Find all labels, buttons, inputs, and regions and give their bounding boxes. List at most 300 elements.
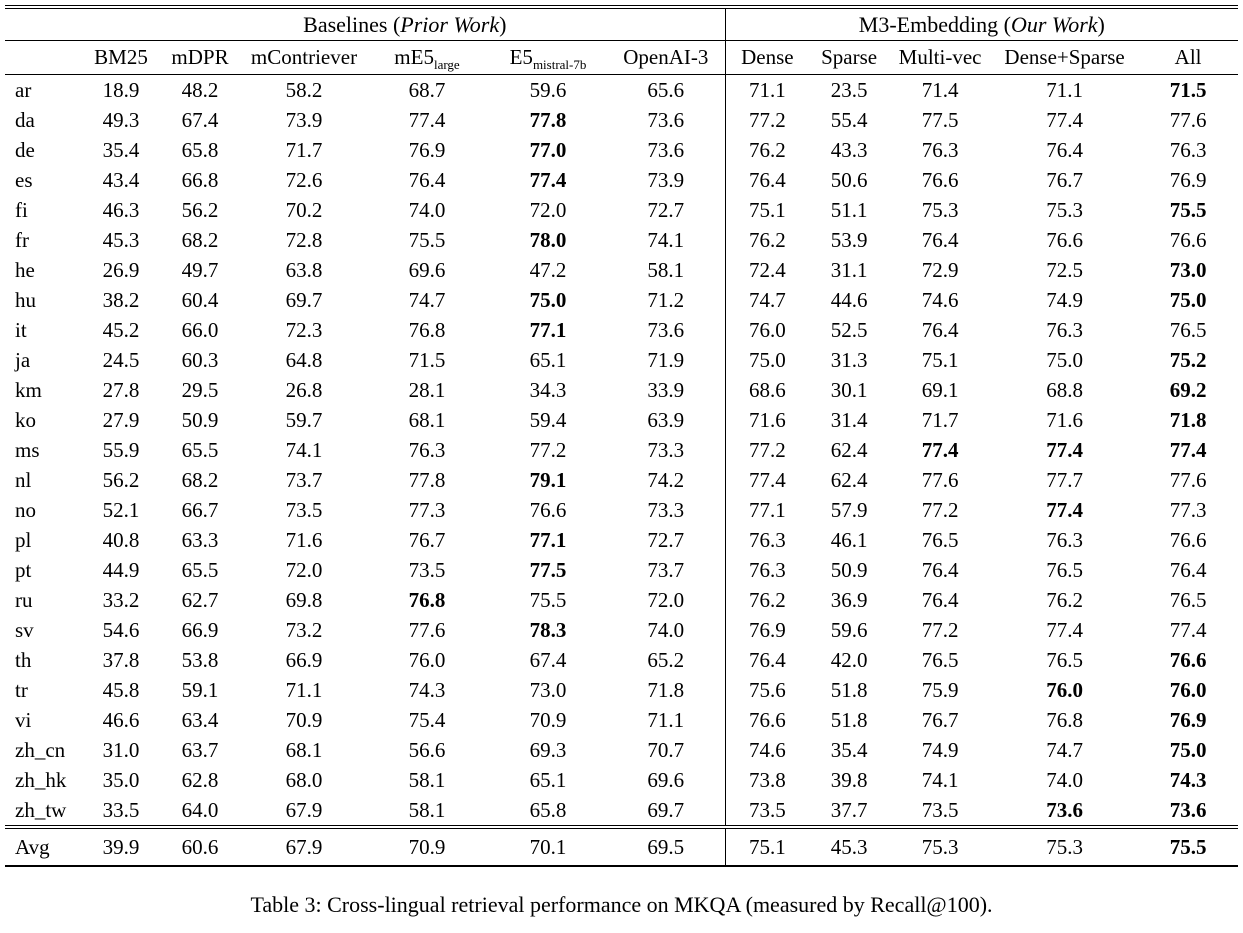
metric-cell: 72.6 (285, 167, 323, 192)
metric-cell: 73.9 (607, 165, 725, 195)
metric-cell: 69.1 (921, 377, 959, 402)
metric-cell: 59.7 (285, 407, 323, 432)
metric-cell: 76.7 (408, 527, 446, 552)
metric-cell: 74.1 (285, 437, 323, 462)
metric-cell: 71.8 (1169, 407, 1207, 432)
group-header-m3-prefix: M3-Embedding ( (858, 11, 1011, 37)
metric-cell: 74.0 (607, 615, 725, 645)
metric-cell: 73.6 (1046, 797, 1083, 822)
metric-cell: 76.4 (408, 167, 446, 192)
metric-cell: 43.4 (102, 167, 140, 192)
table-row-tr (5, 675, 1238, 705)
group-header-baselines-suffix: ) (499, 11, 507, 37)
metric-cell: 74.6 (921, 287, 959, 312)
metric-cell: 76.4 (1169, 557, 1207, 582)
metric-cell: 51.8 (830, 707, 868, 732)
metric-cell: 69.6 (607, 765, 725, 795)
group-header-baselines-italic: Prior Work (400, 11, 500, 37)
metric-cell: 70.9 (529, 707, 567, 732)
metric-cell: 62.7 (181, 587, 219, 612)
metric-cell: 46.1 (830, 527, 868, 552)
metric-cell: 74.9 (921, 737, 959, 762)
metric-cell: 31.1 (830, 257, 868, 282)
language-label: nl (15, 467, 32, 492)
metric-cell: 75.0 (1046, 347, 1083, 372)
metric-cell: 77.2 (748, 437, 786, 462)
metric-cell: 73.8 (748, 767, 786, 792)
metric-cell: 27.8 (102, 377, 140, 402)
metric-cell: 18.9 (102, 77, 140, 102)
metric-cell: 72.0 (529, 197, 567, 222)
metric-cell: 71.9 (607, 345, 725, 375)
metric-cell: 44.9 (102, 557, 140, 582)
metric-cell: 46.6 (102, 707, 140, 732)
metric-cell: 40.8 (102, 527, 140, 552)
metric-cell: 77.2 (921, 617, 959, 642)
metric-cell: 73.3 (607, 495, 725, 525)
metric-cell: 74.7 (1046, 737, 1083, 762)
metric-cell: 62.4 (830, 467, 868, 492)
metric-cell: 63.9 (607, 405, 725, 435)
metric-cell: 69.8 (285, 587, 323, 612)
metric-cell: 53.8 (181, 647, 219, 672)
metric-cell: 71.6 (1046, 407, 1083, 432)
metric-cell: 76.6 (1169, 527, 1207, 552)
metric-cell: 73.5 (285, 497, 323, 522)
metric-cell: 74.2 (607, 465, 725, 495)
metric-cell: 76.4 (921, 587, 959, 612)
metric-cell: 77.8 (529, 107, 567, 132)
metric-cell: 67.9 (285, 797, 323, 822)
metric-cell: 77.4 (1046, 617, 1083, 642)
metric-cell: 56.2 (181, 197, 219, 222)
metric-cell: 76.4 (921, 227, 959, 252)
metric-cell: 31.3 (830, 347, 868, 372)
metric-cell: 23.5 (830, 77, 868, 102)
metric-cell: 76.5 (1169, 317, 1207, 342)
metric-cell: 66.7 (181, 497, 219, 522)
metric-cell: 69.5 (607, 827, 725, 866)
metric-cell: 50.9 (181, 407, 219, 432)
metric-cell: 76.2 (1046, 587, 1083, 612)
column-header-e5 (489, 41, 607, 75)
column-header-dense (725, 41, 809, 75)
metric-cell: 71.1 (285, 677, 323, 702)
metric-cell: 44.6 (830, 287, 868, 312)
metric-cell: 73.5 (748, 797, 786, 822)
metric-cell: 76.5 (921, 647, 959, 672)
metric-cell: 78.0 (529, 227, 567, 252)
metric-cell: 77.2 (921, 497, 959, 522)
metric-cell: 74.1 (607, 225, 725, 255)
metric-cell: 66.9 (181, 617, 219, 642)
metric-cell: 75.3 (991, 827, 1138, 866)
column-header-label: mDPR (171, 45, 229, 69)
language-label: de (15, 137, 35, 162)
column-header-label: BM25 (94, 45, 148, 69)
metric-cell: 63.3 (181, 527, 219, 552)
metric-cell: 75.5 (529, 587, 567, 612)
language-label: pt (15, 557, 32, 582)
metric-cell: 45.2 (102, 317, 140, 342)
metric-cell: 77.4 (1046, 497, 1083, 522)
language-label: he (15, 257, 35, 282)
table-row-zh_tw (5, 795, 1238, 827)
metric-cell: 31.4 (830, 407, 868, 432)
metric-cell: 72.5 (1046, 257, 1083, 282)
metric-cell: 58.1 (607, 255, 725, 285)
metric-cell: 74.0 (408, 197, 446, 222)
metric-cell: 76.6 (748, 707, 786, 732)
metric-cell: 77.6 (408, 617, 446, 642)
metric-cell: 71.1 (1046, 77, 1083, 102)
metric-cell: 77.4 (529, 167, 567, 192)
metric-cell: 79.1 (529, 467, 567, 492)
table-row-ar (5, 75, 1238, 106)
metric-cell: 71.7 (285, 137, 323, 162)
language-label: da (15, 107, 35, 132)
metric-cell: 76.0 (1169, 677, 1207, 702)
metric-cell: 70.9 (285, 707, 323, 732)
table-row-ru (5, 585, 1238, 615)
metric-cell: 77.4 (748, 467, 786, 492)
table-row-es (5, 165, 1238, 195)
metric-cell: 42.0 (830, 647, 868, 672)
metric-cell: 71.6 (285, 527, 323, 552)
metric-cell: 59.6 (529, 77, 567, 102)
metric-cell: 77.2 (748, 107, 786, 132)
metric-cell: 77.2 (529, 437, 567, 462)
metric-cell: 55.9 (102, 437, 140, 462)
metric-cell: 50.9 (830, 557, 868, 582)
group-header-m3-suffix: ) (1097, 11, 1105, 37)
metric-cell: 65.8 (181, 137, 219, 162)
column-header-subscript: mistral-7b (532, 57, 587, 73)
table-row-de (5, 135, 1238, 165)
metric-cell: 75.5 (1169, 197, 1207, 222)
metric-cell: 73.6 (607, 315, 725, 345)
metric-cell: 75.3 (1046, 197, 1083, 222)
metric-cell: 75.0 (748, 347, 786, 372)
metric-cell: 65.5 (181, 437, 219, 462)
metric-cell: 76.7 (1046, 167, 1083, 192)
metric-cell: 76.6 (1046, 227, 1083, 252)
metric-cell: 77.0 (529, 137, 567, 162)
metric-cell: 55.4 (830, 107, 868, 132)
metric-cell: 69.6 (408, 257, 446, 282)
language-label: th (15, 647, 32, 672)
metric-cell: 56.6 (408, 737, 446, 762)
metric-cell: 74.1 (921, 767, 959, 792)
metric-cell: 26.8 (285, 377, 323, 402)
metric-cell: 77.4 (1169, 617, 1207, 642)
metric-cell: 33.9 (607, 375, 725, 405)
metric-cell: 63.8 (285, 257, 323, 282)
metric-cell: 68.2 (181, 467, 219, 492)
metric-cell: 69.7 (607, 795, 725, 827)
metric-cell: 74.7 (408, 287, 446, 312)
column-header-label: Sparse (821, 45, 878, 69)
column-header-label: mContriever (250, 45, 358, 69)
metric-cell: 74.6 (748, 737, 786, 762)
metric-cell: 45.8 (102, 677, 140, 702)
metric-cell: 76.8 (408, 587, 446, 612)
metric-cell: 75.0 (1169, 737, 1207, 762)
metric-cell: 75.0 (529, 287, 567, 312)
metric-cell: 74.7 (748, 287, 786, 312)
metric-cell: 77.5 (529, 557, 567, 582)
metric-cell: 45.3 (809, 827, 889, 866)
column-header-sparse (809, 41, 889, 75)
column-header-all (1138, 41, 1238, 75)
metric-cell: 77.4 (921, 437, 959, 462)
metric-cell: 73.6 (607, 105, 725, 135)
metric-cell: 77.1 (529, 317, 567, 342)
metric-cell: 67.4 (529, 647, 567, 672)
metric-cell: 73.3 (607, 435, 725, 465)
column-header-label: E5 (509, 45, 533, 69)
metric-cell: 73.0 (529, 677, 567, 702)
metric-cell: 60.6 (157, 827, 243, 866)
metric-cell: 75.1 (748, 197, 786, 222)
metric-cell: 77.1 (529, 527, 567, 552)
column-header-bm25 (85, 41, 157, 75)
row-label-header-blank (5, 41, 85, 75)
metric-cell: 37.7 (830, 797, 868, 822)
metric-cell: 69.2 (1169, 377, 1207, 402)
metric-cell: 26.9 (102, 257, 140, 282)
metric-cell: 72.7 (607, 195, 725, 225)
metric-cell: 77.5 (921, 107, 959, 132)
metric-cell: 57.9 (830, 497, 868, 522)
metric-cell: 72.4 (748, 257, 786, 282)
metric-cell: 66.9 (285, 647, 323, 672)
metric-cell: 43.3 (830, 137, 868, 162)
metric-cell: 75.1 (921, 347, 959, 372)
metric-cell: 73.6 (1169, 797, 1207, 822)
metric-cell: 30.1 (830, 377, 868, 402)
metric-cell: 69.3 (529, 737, 567, 762)
metric-cell: 76.2 (748, 587, 786, 612)
table-row-sv (5, 615, 1238, 645)
group-header-baselines (85, 7, 725, 41)
metric-cell: 68.6 (748, 377, 786, 402)
group-header-baselines-prefix: Baselines ( (303, 11, 401, 37)
metric-cell: 76.3 (748, 557, 786, 582)
metric-cell: 71.6 (748, 407, 786, 432)
metric-cell: 77.1 (748, 497, 786, 522)
metric-cell: 75.2 (1169, 347, 1207, 372)
table-row-fi (5, 195, 1238, 225)
metric-cell: 67.9 (243, 827, 365, 866)
metric-cell: 71.7 (921, 407, 959, 432)
language-label: tr (15, 677, 28, 702)
metric-cell: 70.9 (365, 827, 489, 866)
metric-cell: 72.0 (285, 557, 323, 582)
metric-cell: 33.2 (102, 587, 140, 612)
metric-cell: 65.1 (529, 347, 567, 372)
metric-cell: 77.4 (408, 107, 446, 132)
language-label: ms (15, 437, 40, 462)
metric-cell: 75.5 (408, 227, 446, 252)
metric-cell: 74.0 (1046, 767, 1083, 792)
metric-cell: 38.2 (102, 287, 140, 312)
metric-cell: 66.8 (181, 167, 219, 192)
table-caption: Table 3: Cross-lingual retrieval performance on MKQA (measured by Recall@100). (250, 892, 993, 917)
column-header-label: Dense+Sparse (1004, 45, 1125, 69)
metric-cell: 77.6 (1169, 107, 1207, 132)
language-label: vi (15, 707, 32, 732)
table-row-ko (5, 405, 1238, 435)
metric-cell: 65.5 (181, 557, 219, 582)
language-label: ko (15, 407, 36, 432)
metric-cell: 58.1 (408, 797, 446, 822)
metric-cell: 36.9 (830, 587, 868, 612)
metric-cell: 64.0 (181, 797, 219, 822)
metric-cell: 72.8 (285, 227, 323, 252)
metric-cell: 49.7 (181, 257, 219, 282)
language-label: es (15, 167, 33, 192)
metric-cell: 73.0 (1169, 257, 1207, 282)
language-label: sv (15, 617, 34, 642)
metric-cell: 65.6 (607, 75, 725, 106)
column-header-label: All (1174, 45, 1202, 69)
column-header-multi-vec (889, 41, 991, 75)
table-row-zh_hk (5, 765, 1238, 795)
metric-cell: 76.6 (921, 167, 959, 192)
metric-cell: 46.3 (102, 197, 140, 222)
corner-blank-cell (5, 7, 85, 41)
language-label: fi (15, 197, 28, 222)
metric-cell: 47.2 (529, 257, 567, 282)
average-row-label: Avg (5, 827, 85, 866)
metric-cell: 35.0 (102, 767, 140, 792)
metric-cell: 77.4 (1046, 107, 1083, 132)
metric-cell: 77.6 (1169, 467, 1207, 492)
metric-cell: 48.2 (181, 77, 219, 102)
language-label: zh_hk (15, 767, 67, 792)
metric-cell: 73.5 (408, 557, 446, 582)
metric-cell: 28.1 (408, 377, 446, 402)
metric-cell: 70.2 (285, 197, 323, 222)
metric-cell: 76.3 (748, 527, 786, 552)
table-row-pl (5, 525, 1238, 555)
table-row-vi (5, 705, 1238, 735)
metric-cell: 66.0 (181, 317, 219, 342)
language-label: km (15, 377, 42, 402)
language-label: hu (15, 287, 36, 312)
metric-cell: 68.8 (1046, 377, 1083, 402)
metric-cell: 71.2 (607, 285, 725, 315)
metric-cell: 78.3 (529, 617, 567, 642)
column-header-label: Dense (741, 45, 794, 69)
metric-cell: 70.7 (607, 735, 725, 765)
metric-cell: 71.5 (1169, 77, 1207, 102)
table-row-pt (5, 555, 1238, 585)
metric-cell: 71.8 (607, 675, 725, 705)
column-header-subscript: large (433, 57, 460, 73)
metric-cell: 76.9 (408, 137, 446, 162)
table-row-th (5, 645, 1238, 675)
metric-cell: 73.6 (607, 135, 725, 165)
metric-cell: 68.0 (285, 767, 323, 792)
metric-cell: 75.5 (1138, 827, 1238, 866)
metric-cell: 71.4 (921, 77, 959, 102)
metric-cell: 51.8 (830, 677, 868, 702)
metric-cell: 76.9 (1169, 167, 1207, 192)
metric-cell: 76.3 (1169, 137, 1207, 162)
metric-cell: 67.4 (181, 107, 219, 132)
metric-cell: 70.1 (489, 827, 607, 866)
metric-cell: 51.1 (830, 197, 868, 222)
column-header-label: mE5 (394, 45, 434, 69)
metric-cell: 31.0 (102, 737, 140, 762)
metric-cell: 37.8 (102, 647, 140, 672)
column-header-openai-3 (607, 41, 725, 75)
metric-cell: 76.0 (1046, 677, 1083, 702)
metric-cell: 76.2 (748, 227, 786, 252)
metric-cell: 76.2 (748, 137, 786, 162)
table-row-avg (5, 827, 1238, 866)
metric-cell: 76.3 (1046, 527, 1083, 552)
metric-cell: 74.3 (1169, 767, 1207, 792)
metric-cell: 65.8 (529, 797, 567, 822)
metric-cell: 73.2 (285, 617, 323, 642)
metric-cell: 58.1 (408, 767, 446, 792)
metric-cell: 71.5 (408, 347, 446, 372)
metric-cell: 59.4 (529, 407, 567, 432)
metric-cell: 73.7 (285, 467, 323, 492)
metric-cell: 72.9 (921, 257, 959, 282)
table-row-km (5, 375, 1238, 405)
language-label: ja (15, 347, 31, 372)
metric-cell: 53.9 (830, 227, 868, 252)
metric-cell: 76.4 (1046, 137, 1083, 162)
metric-cell: 76.4 (921, 317, 959, 342)
metric-cell: 68.1 (408, 407, 446, 432)
metric-cell: 75.4 (408, 707, 446, 732)
metric-cell: 24.5 (102, 347, 140, 372)
metric-cell: 65.2 (607, 645, 725, 675)
metric-cell: 77.3 (408, 497, 446, 522)
metric-cell: 75.0 (1169, 287, 1207, 312)
metric-cell: 35.4 (102, 137, 140, 162)
metric-cell: 75.9 (921, 677, 959, 702)
metric-cell: 56.2 (102, 467, 140, 492)
metric-cell: 52.5 (830, 317, 868, 342)
metric-cell: 62.4 (830, 437, 868, 462)
metric-cell: 76.4 (921, 557, 959, 582)
column-header-me5 (365, 41, 489, 75)
language-label: ru (15, 587, 33, 612)
metric-cell: 59.6 (830, 617, 868, 642)
metric-cell: 76.6 (529, 497, 567, 522)
metric-cell: 50.6 (830, 167, 868, 192)
metric-cell: 69.7 (285, 287, 323, 312)
metric-cell: 63.4 (181, 707, 219, 732)
metric-cell: 35.4 (830, 737, 868, 762)
language-label: fr (15, 227, 29, 252)
metric-cell: 77.4 (1169, 437, 1207, 462)
metric-cell: 64.8 (285, 347, 323, 372)
metric-cell: 77.6 (921, 467, 959, 492)
metric-cell: 76.3 (408, 437, 446, 462)
metric-cell: 76.7 (921, 707, 959, 732)
metric-cell: 76.4 (748, 647, 786, 672)
metric-cell: 34.3 (529, 377, 567, 402)
metric-cell: 74.9 (1046, 287, 1083, 312)
column-header-label: OpenAI-3 (623, 45, 709, 69)
